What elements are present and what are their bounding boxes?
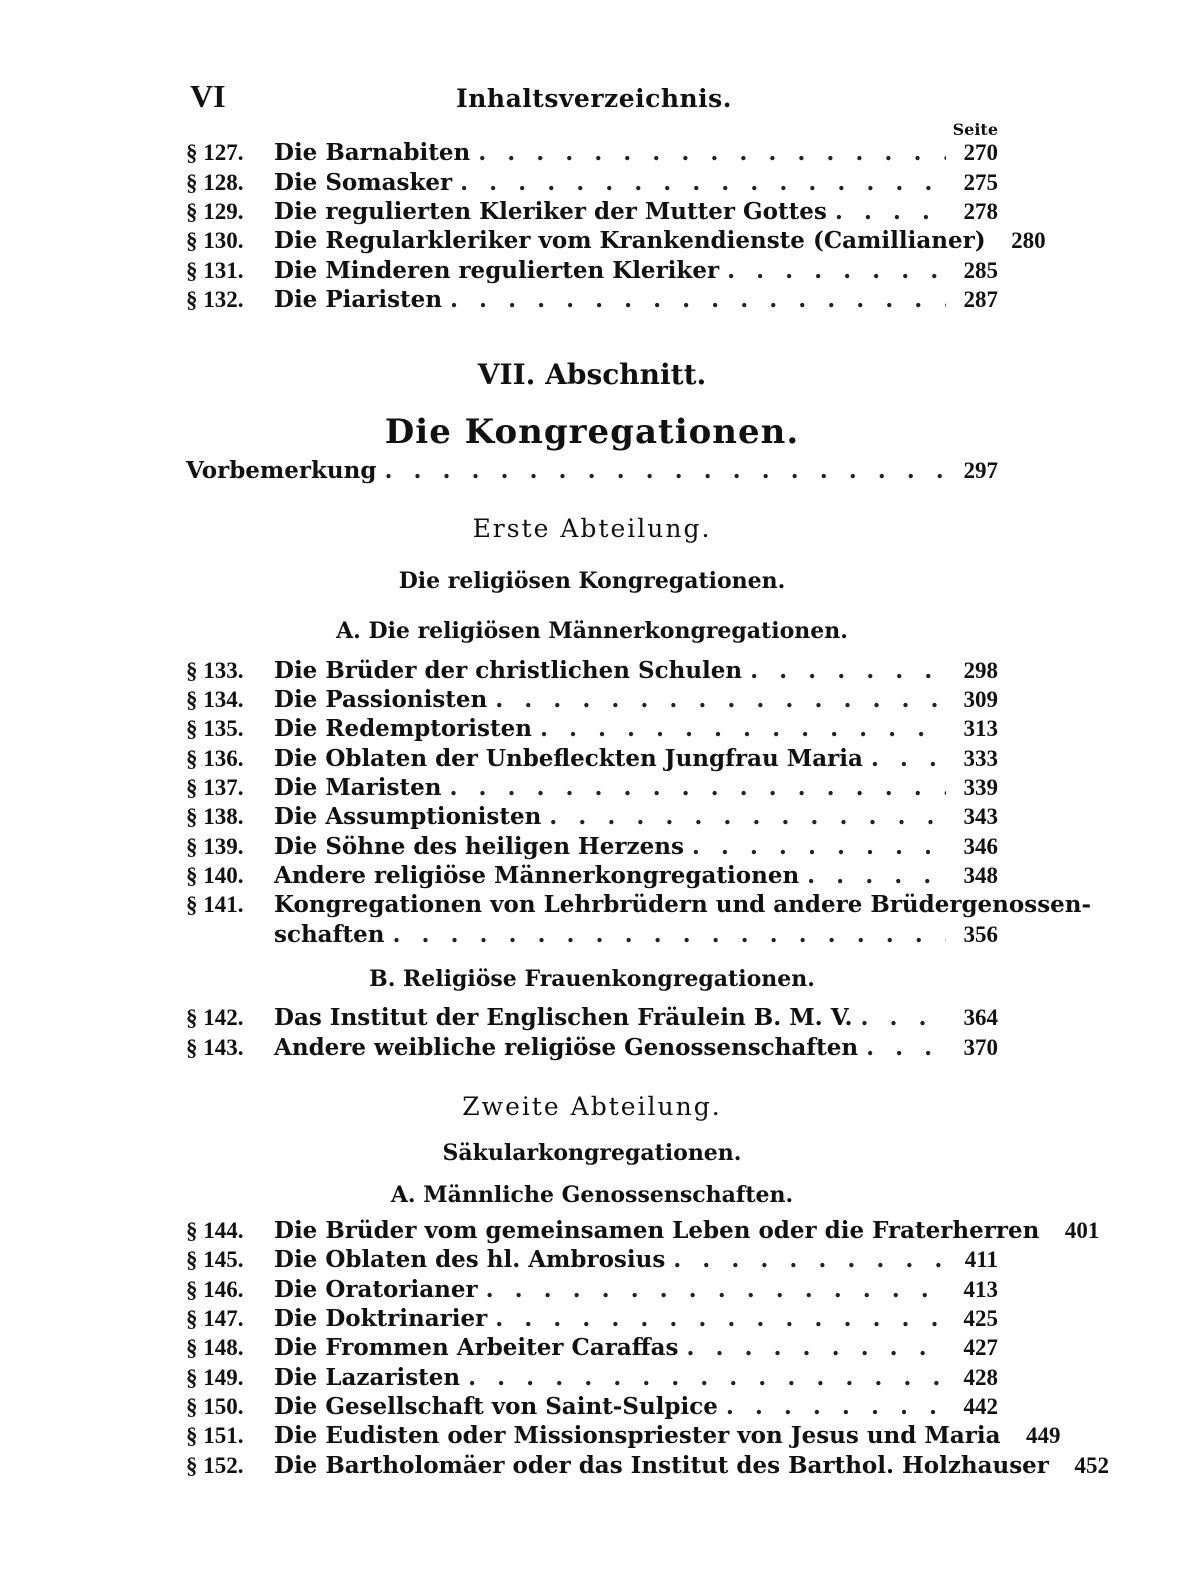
group-heading: A. Männliche Genossenschaften. — [390, 1182, 794, 1208]
entry-title-line2: schaften — [274, 921, 385, 948]
section-number: § 128. — [186, 170, 244, 195]
section-number: § 151. — [186, 1423, 244, 1448]
section-number: § 132. — [186, 287, 244, 312]
page-number: 370 — [963, 1035, 998, 1060]
entry-title: Die Maristen — [274, 774, 442, 801]
page-header — [190, 78, 998, 139]
entry-title: Die Passionisten — [274, 686, 488, 713]
entry-title: Die Frommen Arbeiter Caraffas — [274, 1334, 679, 1361]
dot-leader — [495, 1304, 946, 1334]
section-number: § 150. — [186, 1394, 244, 1419]
section-title: Die Kongregationen. — [384, 412, 800, 452]
page-number: 348 — [963, 863, 998, 888]
dot-leader — [478, 138, 946, 168]
page-number: 452 — [1074, 1453, 1109, 1478]
entry-title: Vorbemerkung — [186, 457, 377, 484]
toc-entry — [186, 138, 998, 168]
section-number: § 145. — [186, 1247, 244, 1272]
entry-title: Die Oblaten der Unbefleckten Jungfrau Maria — [274, 745, 863, 772]
toc-entry — [186, 197, 998, 227]
entry-title: Die regulierten Kleriker der Mutter Gottes — [274, 198, 827, 225]
toc-entry-vorbemerkung — [186, 456, 998, 486]
toc-entry — [186, 1304, 998, 1334]
toc-entry — [186, 168, 998, 198]
seite-column-label: Seite — [952, 120, 998, 139]
toc-entry — [186, 1275, 998, 1305]
entry-title: Die Eudisten oder Missionspriester von Jesus und Maria — [274, 1422, 1001, 1449]
page-number: 297 — [963, 458, 998, 483]
page-number: 442 — [963, 1394, 998, 1419]
division-heading: Erste Abteilung. — [472, 514, 712, 543]
dot-leader — [468, 1363, 946, 1393]
entry-title: Die Bartholomäer oder das Institut des Barthol. Holzhauser — [274, 1452, 1049, 1479]
dot-leader — [673, 1245, 946, 1275]
section-number: § 152. — [186, 1453, 244, 1478]
toc-entry — [186, 744, 998, 774]
section-number: § 149. — [186, 1365, 244, 1390]
dot-leader — [807, 861, 946, 891]
section-number: § 134. — [186, 687, 244, 712]
toc-entry — [186, 1333, 998, 1363]
page-number: 298 — [963, 658, 998, 683]
division-heading: Zweite Abteilung. — [462, 1092, 722, 1121]
section-number: § 144. — [186, 1218, 244, 1243]
dot-leader — [726, 1392, 946, 1422]
dot-leader — [871, 744, 946, 774]
page-number: 275 — [963, 170, 998, 195]
toc-entry — [186, 714, 998, 744]
dot-leader — [450, 285, 946, 315]
section-number: § 136. — [186, 746, 244, 771]
toc-entry — [186, 1451, 1109, 1481]
page-number: 428 — [963, 1365, 998, 1390]
toc-entry — [186, 256, 998, 286]
group-heading: B. Religiöse Frauenkongregationen. — [369, 966, 815, 992]
entry-title: Die Redemptoristen — [274, 715, 532, 742]
page-number: 356 — [963, 922, 998, 947]
dot-leader — [727, 256, 946, 286]
dot-leader — [495, 685, 946, 715]
section-number: § 141. — [186, 892, 244, 917]
running-title: Inhaltsverzeichnis. — [456, 84, 732, 113]
section-number: § 127. — [186, 140, 244, 165]
division-title: Die religiösen Kongregationen. — [398, 568, 786, 594]
toc-entry — [186, 861, 998, 891]
page-number: 287 — [963, 287, 998, 312]
toc-entry — [186, 773, 998, 803]
dot-leader — [861, 1003, 946, 1033]
dot-leader — [549, 802, 946, 832]
section-number: § 142. — [186, 1005, 244, 1030]
page-number: 278 — [963, 199, 998, 224]
toc-entry — [186, 802, 998, 832]
dot-leader — [835, 197, 946, 227]
entry-title: Die Regularkleriker vom Krankendienste (Camillianer) — [274, 227, 986, 254]
page-number: 339 — [963, 775, 998, 800]
toc-entry — [186, 1216, 1100, 1246]
toc-entry — [186, 1003, 998, 1033]
entry-title: Die Piaristen — [274, 286, 443, 313]
dot-leader — [449, 773, 946, 803]
section-number: § 130. — [186, 228, 244, 253]
toc-entry — [186, 1245, 998, 1275]
entry-title: Die Oblaten des hl. Ambrosius — [274, 1246, 666, 1273]
toc-entry — [186, 656, 998, 686]
page-number: 401 — [1064, 1218, 1100, 1243]
entry-title: Das Institut der Englischen Fräulein B. M. V. — [274, 1004, 853, 1031]
section-number: § 140. — [186, 863, 244, 888]
toc-entry-multiline — [186, 890, 1092, 920]
dot-leader — [384, 456, 946, 486]
dot-leader — [866, 1033, 946, 1063]
section-number: § 148. — [186, 1335, 244, 1360]
section-number: § 147. — [186, 1306, 244, 1331]
division-title: Säkularkongregationen. — [442, 1140, 742, 1166]
section-number: § 131. — [186, 258, 244, 283]
page-number: 270 — [963, 140, 998, 165]
section-number: § 139. — [186, 834, 244, 859]
toc-entry — [186, 1033, 998, 1063]
dot-leader — [486, 1275, 946, 1305]
toc-entry — [186, 226, 1046, 256]
entry-title: Die Söhne des heiligen Herzens — [274, 833, 684, 860]
toc-entry — [186, 685, 998, 715]
section-number: § 138. — [186, 804, 244, 829]
entry-title: Die Barnabiten — [274, 139, 471, 166]
page-number: 427 — [963, 1335, 998, 1360]
dot-leader — [692, 832, 946, 862]
entry-title: Die Lazaristen — [274, 1364, 461, 1391]
page-number: 449 — [1026, 1423, 1061, 1448]
toc-entry — [186, 1392, 998, 1422]
dot-leader — [540, 714, 946, 744]
section-number: § 129. — [186, 199, 244, 224]
toc-entry — [186, 285, 998, 315]
page-number: 425 — [963, 1306, 998, 1331]
entry-title: Die Minderen regulierten Kleriker — [274, 257, 720, 284]
page-number: 346 — [963, 834, 998, 859]
entry-title: Die Assumptionisten — [274, 803, 542, 830]
entry-title: Die Doktrinarier — [274, 1305, 488, 1332]
section-number: § 137. — [186, 775, 244, 800]
entry-title: Die Brüder vom gemeinsamen Leben oder die Fraterherren — [274, 1217, 1040, 1244]
group-heading: A. Die religiösen Männerkongregationen. — [336, 618, 848, 644]
page-number: 280 — [1011, 228, 1046, 253]
entry-title: Die Oratorianer — [274, 1276, 478, 1303]
dot-leader — [687, 1333, 947, 1363]
page-number: 343 — [963, 804, 998, 829]
page-number: 285 — [963, 258, 998, 283]
section-number: § 143. — [186, 1035, 244, 1060]
dot-leader — [392, 920, 946, 950]
section-number: § 133. — [186, 658, 244, 683]
entry-title-line1: Kongregationen von Lehrbrüdern und andere Brüdergenossen- — [274, 891, 1092, 918]
entry-title: Andere weibliche religiöse Genossenschaften — [274, 1034, 859, 1061]
toc-entry — [186, 1421, 1061, 1451]
section-number: § 146. — [186, 1277, 244, 1302]
entry-title: Andere religiöse Männerkongregationen — [274, 862, 800, 889]
page-number: 413 — [963, 1277, 998, 1302]
entry-title: Die Somasker — [274, 169, 453, 196]
entry-title: Die Gesellschaft von Saint-Sulpice — [274, 1393, 718, 1420]
dot-leader — [460, 168, 946, 198]
page-number: 411 — [964, 1247, 998, 1272]
section-number: § 135. — [186, 716, 244, 741]
entry-title: Die Brüder der christlichen Schulen — [274, 657, 743, 684]
page-folio: VI — [190, 78, 226, 114]
section-heading: VII. Abschnitt. — [477, 358, 707, 391]
page-number: 364 — [963, 1005, 998, 1030]
page-number: 313 — [963, 716, 998, 741]
toc-entry — [186, 1363, 998, 1393]
toc-entry — [186, 832, 998, 862]
toc-entry-continuation — [274, 920, 998, 950]
page-number: 309 — [963, 687, 998, 712]
dot-leader — [750, 656, 946, 686]
page-number: 333 — [963, 746, 998, 771]
